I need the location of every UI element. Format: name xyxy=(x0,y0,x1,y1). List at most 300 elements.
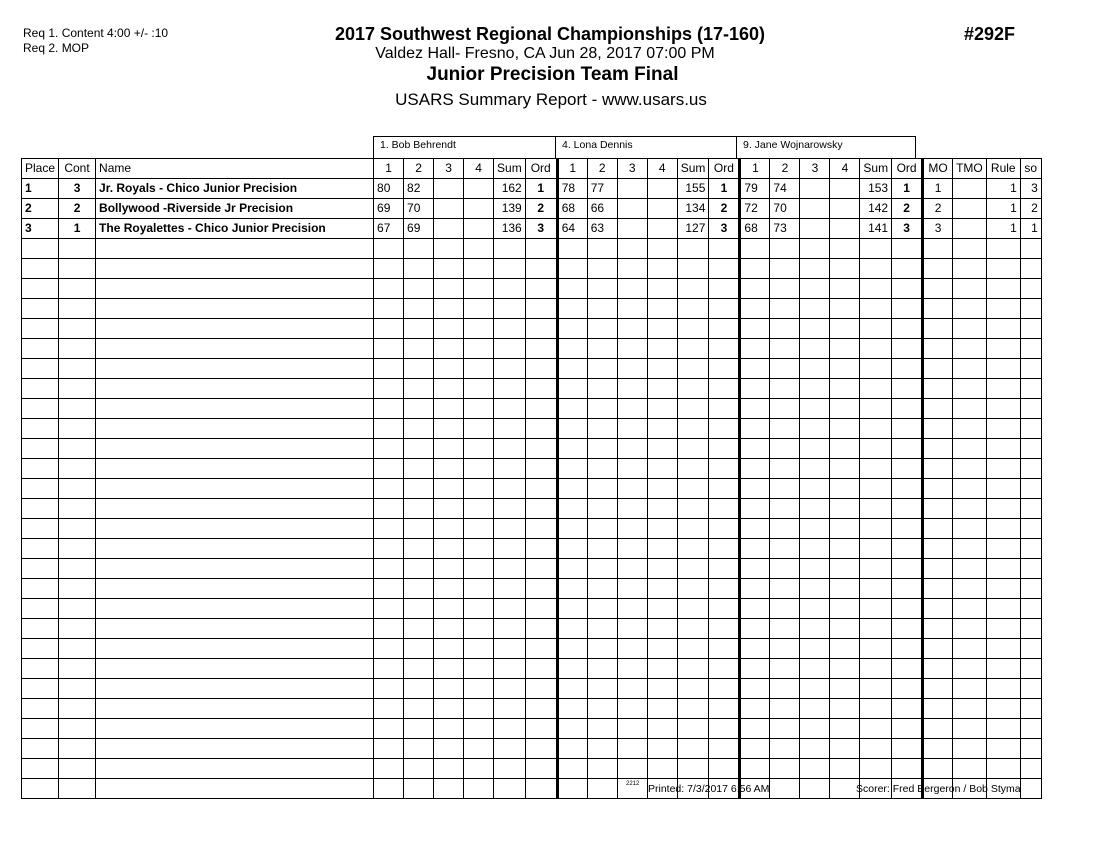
score-cell xyxy=(830,739,860,759)
cont-cell xyxy=(59,299,96,319)
score-cell xyxy=(740,279,770,299)
printed-date: Printed: 7/3/2017 6:56 AM xyxy=(648,783,770,795)
ord-cell xyxy=(709,739,740,759)
score-cell xyxy=(617,439,647,459)
rule-cell xyxy=(986,339,1020,359)
table-row xyxy=(22,659,1042,679)
score-cell xyxy=(404,539,434,559)
mo-cell xyxy=(923,739,953,759)
ord-cell xyxy=(892,439,923,459)
score-cell: 63 xyxy=(587,219,617,239)
mo-cell xyxy=(923,719,953,739)
cont-cell xyxy=(59,539,96,559)
name-cell xyxy=(96,539,374,559)
score-cell xyxy=(464,279,494,299)
ord-cell xyxy=(892,379,923,399)
score-cell xyxy=(800,559,830,579)
header-score: 1 xyxy=(374,159,404,179)
score-cell xyxy=(404,279,434,299)
table-row xyxy=(22,639,1042,659)
score-cell xyxy=(740,539,770,559)
sum-cell xyxy=(860,499,892,519)
score-cell xyxy=(740,739,770,759)
score-cell xyxy=(770,399,800,419)
rule-cell xyxy=(986,499,1020,519)
score-cell xyxy=(800,499,830,519)
score-cell xyxy=(374,739,404,759)
score-cell xyxy=(830,319,860,339)
score-cell xyxy=(830,699,860,719)
cont-cell xyxy=(59,279,96,299)
score-cell xyxy=(617,639,647,659)
sum-cell xyxy=(677,279,709,299)
sum-cell xyxy=(494,739,526,759)
sum-cell xyxy=(860,599,892,619)
score-cell xyxy=(464,439,494,459)
ord-cell xyxy=(892,319,923,339)
score-cell xyxy=(434,459,464,479)
place-cell xyxy=(22,259,59,279)
score-cell xyxy=(557,739,587,759)
rule-cell xyxy=(986,379,1020,399)
score-cell xyxy=(740,399,770,419)
column-header-row xyxy=(22,159,1042,179)
score-cell xyxy=(434,439,464,459)
score-cell xyxy=(557,539,587,559)
table-row xyxy=(22,259,1042,279)
score-cell xyxy=(617,559,647,579)
sum-cell xyxy=(677,299,709,319)
ord-cell: 3 xyxy=(892,219,923,239)
sum-cell xyxy=(494,439,526,459)
ord-cell: 1 xyxy=(892,179,923,199)
sum-cell xyxy=(677,599,709,619)
score-cell xyxy=(557,579,587,599)
header-tmo: TMO xyxy=(953,159,987,179)
ord-cell xyxy=(709,499,740,519)
score-cell xyxy=(770,419,800,439)
header-place: Place xyxy=(22,159,59,179)
score-cell xyxy=(434,379,464,399)
header-score: 4 xyxy=(830,159,860,179)
name-cell xyxy=(96,639,374,659)
score-cell xyxy=(434,639,464,659)
score-cell xyxy=(800,579,830,599)
score-cell xyxy=(404,319,434,339)
rule-cell xyxy=(986,719,1020,739)
cont-cell xyxy=(59,599,96,619)
header-sum: Sum xyxy=(860,159,892,179)
score-cell xyxy=(404,459,434,479)
score-cell xyxy=(800,339,830,359)
sum-cell xyxy=(860,259,892,279)
score-cell xyxy=(770,559,800,579)
score-cell xyxy=(464,479,494,499)
score-cell xyxy=(617,679,647,699)
score-cell: 80 xyxy=(374,179,404,199)
ord-cell xyxy=(892,639,923,659)
sum-cell xyxy=(677,379,709,399)
mo-cell: 1 xyxy=(923,179,953,199)
score-cell xyxy=(464,719,494,739)
score-cell xyxy=(464,199,494,219)
score-cell xyxy=(587,359,617,379)
score-cell xyxy=(464,399,494,419)
score-cell xyxy=(374,659,404,679)
score-cell: 70 xyxy=(404,199,434,219)
score-cell xyxy=(647,179,677,199)
score-cell xyxy=(770,499,800,519)
sum-cell xyxy=(860,399,892,419)
score-cell xyxy=(647,539,677,559)
score-cell xyxy=(770,259,800,279)
sum-cell xyxy=(860,639,892,659)
score-cell xyxy=(740,239,770,259)
score-cell xyxy=(830,539,860,559)
ord-cell xyxy=(525,259,557,279)
rule-cell xyxy=(986,439,1020,459)
so-cell xyxy=(1020,719,1041,739)
score-cell xyxy=(374,719,404,739)
score-cell xyxy=(617,299,647,319)
score-cell xyxy=(587,739,617,759)
sum-cell xyxy=(494,499,526,519)
table-row xyxy=(22,559,1042,579)
sum-cell xyxy=(677,439,709,459)
sum-cell xyxy=(494,319,526,339)
header-score: 1 xyxy=(740,159,770,179)
header-cont: Cont xyxy=(59,159,96,179)
ord-cell xyxy=(892,499,923,519)
score-cell xyxy=(617,579,647,599)
score-cell xyxy=(404,619,434,639)
table-row xyxy=(22,739,1042,759)
so-cell xyxy=(1020,599,1041,619)
score-cell xyxy=(464,559,494,579)
score-cell: 69 xyxy=(404,219,434,239)
rule-cell xyxy=(986,759,1020,779)
score-cell xyxy=(404,299,434,319)
place-cell xyxy=(22,559,59,579)
score-cell xyxy=(800,179,830,199)
name-cell xyxy=(96,339,374,359)
rule-cell: 1 xyxy=(986,219,1020,239)
ord-cell xyxy=(709,519,740,539)
so-cell xyxy=(1020,779,1041,799)
sum-cell xyxy=(677,679,709,699)
score-cell xyxy=(404,659,434,679)
so-cell xyxy=(1020,479,1041,499)
ord-cell xyxy=(525,319,557,339)
sum-cell xyxy=(860,739,892,759)
sum-cell xyxy=(494,339,526,359)
score-cell xyxy=(464,499,494,519)
score-cell xyxy=(434,759,464,779)
score-cell xyxy=(800,779,830,799)
ord-cell xyxy=(525,639,557,659)
score-cell xyxy=(587,439,617,459)
ord-cell xyxy=(525,619,557,639)
score-cell xyxy=(770,719,800,739)
score-cell xyxy=(587,239,617,259)
name-cell xyxy=(96,239,374,259)
score-cell xyxy=(374,299,404,319)
score-cell xyxy=(464,599,494,619)
ord-cell xyxy=(525,479,557,499)
score-cell xyxy=(557,399,587,419)
table-row xyxy=(22,239,1042,259)
score-cell xyxy=(587,559,617,579)
name-cell xyxy=(96,759,374,779)
score-cell xyxy=(617,399,647,419)
score-cell xyxy=(740,459,770,479)
score-cell xyxy=(404,379,434,399)
cont-cell: 1 xyxy=(59,219,96,239)
score-cell xyxy=(740,499,770,519)
ord-cell xyxy=(525,739,557,759)
header-sum: Sum xyxy=(677,159,709,179)
score-cell xyxy=(800,699,830,719)
score-cell xyxy=(800,739,830,759)
ord-cell: 2 xyxy=(709,199,740,219)
score-cell: 73 xyxy=(770,219,800,239)
score-cell xyxy=(647,279,677,299)
score-cell xyxy=(464,639,494,659)
ord-cell xyxy=(892,699,923,719)
score-cell xyxy=(830,179,860,199)
sum-cell xyxy=(494,279,526,299)
name-cell: Bollywood -Riverside Jr Precision xyxy=(96,199,374,219)
score-cell xyxy=(617,199,647,219)
so-cell xyxy=(1020,319,1041,339)
mo-cell xyxy=(923,479,953,499)
ord-cell xyxy=(525,599,557,619)
place-cell xyxy=(22,619,59,639)
place-cell xyxy=(22,679,59,699)
report-code: 2212 xyxy=(626,781,640,787)
tmo-cell xyxy=(953,539,987,559)
score-cell xyxy=(557,599,587,619)
place-cell xyxy=(22,579,59,599)
mo-cell xyxy=(923,239,953,259)
score-cell: 79 xyxy=(740,179,770,199)
score-cell xyxy=(830,259,860,279)
sum-cell xyxy=(677,419,709,439)
sum-cell: 155 xyxy=(677,179,709,199)
mo-cell xyxy=(923,759,953,779)
sum-cell xyxy=(494,699,526,719)
tmo-cell xyxy=(953,459,987,479)
tmo-cell xyxy=(953,639,987,659)
score-cell xyxy=(587,719,617,739)
ord-cell xyxy=(892,599,923,619)
score-cell xyxy=(830,219,860,239)
score-cell xyxy=(830,199,860,219)
score-cell xyxy=(647,399,677,419)
score-cell xyxy=(647,199,677,219)
score-cell xyxy=(557,239,587,259)
mo-cell xyxy=(923,379,953,399)
score-cell xyxy=(464,659,494,679)
name-cell xyxy=(96,259,374,279)
score-cell xyxy=(374,279,404,299)
rule-cell xyxy=(986,419,1020,439)
sum-cell xyxy=(677,539,709,559)
tmo-cell xyxy=(953,699,987,719)
so-cell xyxy=(1020,359,1041,379)
score-cell xyxy=(830,759,860,779)
sum-cell xyxy=(494,659,526,679)
table-row xyxy=(22,759,1042,779)
ord-cell xyxy=(709,279,740,299)
score-cell xyxy=(800,379,830,399)
score-cell xyxy=(647,659,677,679)
score-cell xyxy=(434,599,464,619)
cont-cell xyxy=(59,679,96,699)
score-cell xyxy=(374,539,404,559)
score-cell xyxy=(770,439,800,459)
score-cell xyxy=(374,579,404,599)
ord-cell xyxy=(709,399,740,419)
score-cell xyxy=(617,279,647,299)
sum-cell xyxy=(677,519,709,539)
score-cell xyxy=(557,519,587,539)
place-cell xyxy=(22,599,59,619)
score-cell xyxy=(374,239,404,259)
cont-cell: 3 xyxy=(59,179,96,199)
score-cell xyxy=(740,519,770,539)
sum-cell xyxy=(860,699,892,719)
ord-cell xyxy=(709,459,740,479)
ord-cell xyxy=(525,499,557,519)
score-cell xyxy=(800,679,830,699)
score-cell xyxy=(557,779,587,799)
score-cell xyxy=(557,419,587,439)
sum-cell xyxy=(860,539,892,559)
ord-cell xyxy=(892,399,923,419)
score-cell xyxy=(740,639,770,659)
mo-cell xyxy=(923,419,953,439)
score-cell xyxy=(404,419,434,439)
score-cell xyxy=(800,619,830,639)
score-cell xyxy=(587,339,617,359)
mo-cell xyxy=(923,559,953,579)
header-score: 2 xyxy=(587,159,617,179)
tmo-cell xyxy=(953,719,987,739)
ord-cell xyxy=(709,299,740,319)
name-cell xyxy=(96,299,374,319)
score-cell xyxy=(647,259,677,279)
score-cell xyxy=(404,479,434,499)
place-cell xyxy=(22,299,59,319)
ord-cell xyxy=(525,579,557,599)
ord-cell xyxy=(709,639,740,659)
name-cell xyxy=(96,399,374,419)
header-score: 4 xyxy=(464,159,494,179)
score-cell xyxy=(587,539,617,559)
tmo-cell xyxy=(953,679,987,699)
score-cell xyxy=(617,319,647,339)
score-cell xyxy=(800,399,830,419)
cont-cell xyxy=(59,319,96,339)
score-cell xyxy=(557,499,587,519)
score-cell xyxy=(404,599,434,619)
so-cell xyxy=(1020,279,1041,299)
score-cell xyxy=(587,419,617,439)
score-cell: 66 xyxy=(587,199,617,219)
score-cell xyxy=(374,779,404,799)
name-cell xyxy=(96,699,374,719)
score-cell xyxy=(434,239,464,259)
ord-cell xyxy=(892,619,923,639)
table-row xyxy=(22,319,1042,339)
score-cell xyxy=(587,639,617,659)
score-cell xyxy=(464,379,494,399)
score-cell xyxy=(800,219,830,239)
name-cell xyxy=(96,459,374,479)
sum-cell: 142 xyxy=(860,199,892,219)
so-cell xyxy=(1020,759,1041,779)
score-cell xyxy=(374,499,404,519)
ord-cell xyxy=(709,579,740,599)
table-row xyxy=(22,419,1042,439)
mo-cell xyxy=(923,599,953,619)
table-row xyxy=(22,399,1042,419)
tmo-cell xyxy=(953,359,987,379)
score-cell xyxy=(830,339,860,359)
header-ord: Ord xyxy=(525,159,557,179)
mo-cell xyxy=(923,399,953,419)
score-cell xyxy=(587,299,617,319)
rule-cell xyxy=(986,679,1020,699)
ord-cell xyxy=(525,419,557,439)
header-score: 4 xyxy=(647,159,677,179)
score-cell xyxy=(464,759,494,779)
header-sum: Sum xyxy=(494,159,526,179)
score-cell xyxy=(800,319,830,339)
so-cell xyxy=(1020,379,1041,399)
score-cell xyxy=(770,279,800,299)
score-cell xyxy=(434,579,464,599)
score-cell xyxy=(404,339,434,359)
score-cell xyxy=(374,759,404,779)
score-cell xyxy=(647,359,677,379)
sum-cell xyxy=(494,579,526,599)
score-cell xyxy=(770,479,800,499)
cont-cell xyxy=(59,639,96,659)
header-rule: Rule xyxy=(986,159,1020,179)
sum-cell xyxy=(860,239,892,259)
score-cell xyxy=(647,299,677,319)
so-cell xyxy=(1020,419,1041,439)
score-cell xyxy=(434,539,464,559)
table-row xyxy=(22,499,1042,519)
sum-cell: 134 xyxy=(677,199,709,219)
score-cell xyxy=(557,639,587,659)
score-cell xyxy=(647,479,677,499)
score-cell xyxy=(434,679,464,699)
sum-cell xyxy=(860,719,892,739)
mo-cell xyxy=(923,699,953,719)
tmo-cell xyxy=(953,259,987,279)
score-cell xyxy=(617,419,647,439)
score-cell xyxy=(770,359,800,379)
mo-cell xyxy=(923,679,953,699)
tmo-cell xyxy=(953,559,987,579)
rule-cell xyxy=(986,739,1020,759)
so-cell xyxy=(1020,299,1041,319)
rule-cell xyxy=(986,299,1020,319)
